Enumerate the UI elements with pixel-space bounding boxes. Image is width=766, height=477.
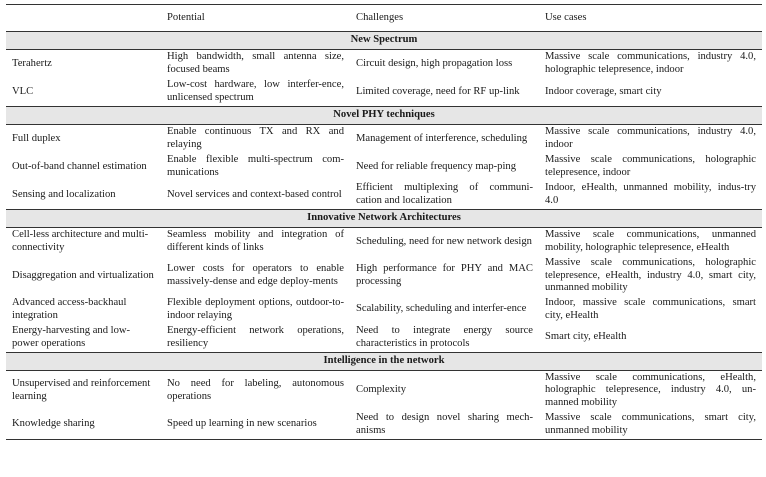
row-use-cases: Indoor coverage, smart city (545, 85, 662, 97)
row-technology-name: Terahertz (12, 57, 52, 69)
row-potential: Flexible deployment options, outdoor-to-indoor relaying (167, 297, 344, 321)
table-row (6, 125, 762, 154)
table-row (6, 411, 762, 440)
row-use-cases: Massive scale communications, unmanned mobility, holographic telepresence, eHealth (545, 229, 756, 253)
row-use-cases: Massive scale communications, smart city, unmanned mobility (545, 411, 756, 436)
row-use-cases: Massive scale communications, industry 4.0, indoor (545, 126, 756, 150)
row-potential: Enable continuous TX and RX and relaying (167, 126, 344, 150)
row-potential: Seamless mobility and integration of different kinds of links (167, 229, 344, 253)
row-challenges: Need to design novel sharing mech-anisms (356, 411, 533, 436)
table-body (6, 32, 762, 440)
table-row (6, 324, 762, 353)
row-technology-name: Out-of-band channel estimation (12, 160, 147, 172)
row-challenges: Need for reliable frequency map-ping (356, 160, 517, 172)
section-header-row (6, 210, 762, 228)
row-use-cases: Indoor, massive scale communications, smart city, eHealth (545, 297, 756, 321)
table-row (6, 256, 762, 296)
row-use-cases: Massive scale communications, industry 4.0, holographic telepresence, indoor (545, 51, 756, 75)
row-potential: No need for labeling, autonomous operations (167, 378, 344, 402)
comparison-table (6, 4, 762, 440)
table-row (6, 370, 762, 410)
row-technology-name: Disaggregation and virtualization (12, 269, 154, 281)
section-title: New Spectrum (6, 32, 762, 50)
row-potential: Speed up learning in new scenarios (167, 418, 317, 430)
section-title: Intelligence in the network (6, 352, 762, 370)
table-row (6, 228, 762, 257)
row-technology-name: VLC (12, 85, 34, 97)
header-col-use-cases: Use cases (545, 11, 587, 23)
row-use-cases: Massive scale communications, eHealth, holographic telepresence, industry 4.0, un-manned mobility (545, 371, 756, 408)
row-technology-name: Energy-harvesting and low-power operations (12, 325, 131, 349)
row-challenges: Need to integrate energy source characteristics in protocols (356, 325, 533, 349)
row-technology-name: Unsupervised and reinforcement learning (12, 378, 151, 402)
section-title: Novel PHY techniques (6, 107, 762, 125)
row-use-cases: Indoor, eHealth, unmanned mobility, indus-try 4.0 (545, 182, 756, 206)
table-row (6, 153, 762, 181)
table-row (6, 78, 762, 107)
table-row (6, 50, 762, 79)
row-potential: Lower costs for operators to enable massively-dense and edge deploy-ments (167, 263, 344, 287)
row-technology-name: Cell-less architecture and multi-connectivity (12, 229, 149, 253)
row-challenges: Limited coverage, need for RF up-link (356, 85, 520, 97)
row-potential: Enable flexible multi-spectrum com-munications (167, 154, 344, 178)
section-header-row (6, 32, 762, 50)
row-challenges: Efficient multiplexing of communi-cation and localization (356, 182, 533, 206)
header-col-challenges: Challenges (356, 11, 404, 23)
row-challenges: High performance for PHY and MAC processing (356, 263, 533, 287)
row-use-cases: Massive scale communications, holographic telepresence, indoor (545, 154, 756, 178)
table-row (6, 296, 762, 324)
row-technology-name: Knowledge sharing (12, 418, 95, 430)
row-technology-name: Sensing and localization (12, 188, 116, 200)
table-row (6, 181, 762, 210)
row-challenges: Complexity (356, 384, 407, 396)
row-potential: Novel services and context-based control (167, 188, 342, 200)
row-challenges: Scheduling, need for new network design (356, 235, 532, 247)
row-technology-name: Full duplex (12, 132, 61, 144)
row-use-cases: Massive scale communications, holographic telepresence, eHealth, industry 4.0, smart city, unmanned mobility (545, 257, 756, 294)
row-challenges: Circuit design, high propagation loss (356, 57, 513, 69)
section-header-row (6, 107, 762, 125)
row-use-cases: Smart city, eHealth (545, 331, 627, 343)
section-header-row (6, 352, 762, 370)
row-potential: Low-cost hardware, low interfer-ence, unlicensed spectrum (167, 79, 344, 103)
row-potential: Energy-efficient network operations, resiliency (167, 325, 344, 349)
header-col-technology (6, 5, 161, 32)
row-challenges: Management of interference, scheduling (356, 132, 528, 144)
header-col-potential: Potential (167, 11, 205, 23)
table-header-row (6, 5, 762, 32)
row-potential: High bandwidth, small antenna size, focused beams (167, 51, 344, 75)
row-challenges: Scalability, scheduling and interfer-ence (356, 303, 527, 315)
section-title: Innovative Network Architectures (6, 210, 762, 228)
row-technology-name: Advanced access-backhaul integration (12, 297, 127, 321)
